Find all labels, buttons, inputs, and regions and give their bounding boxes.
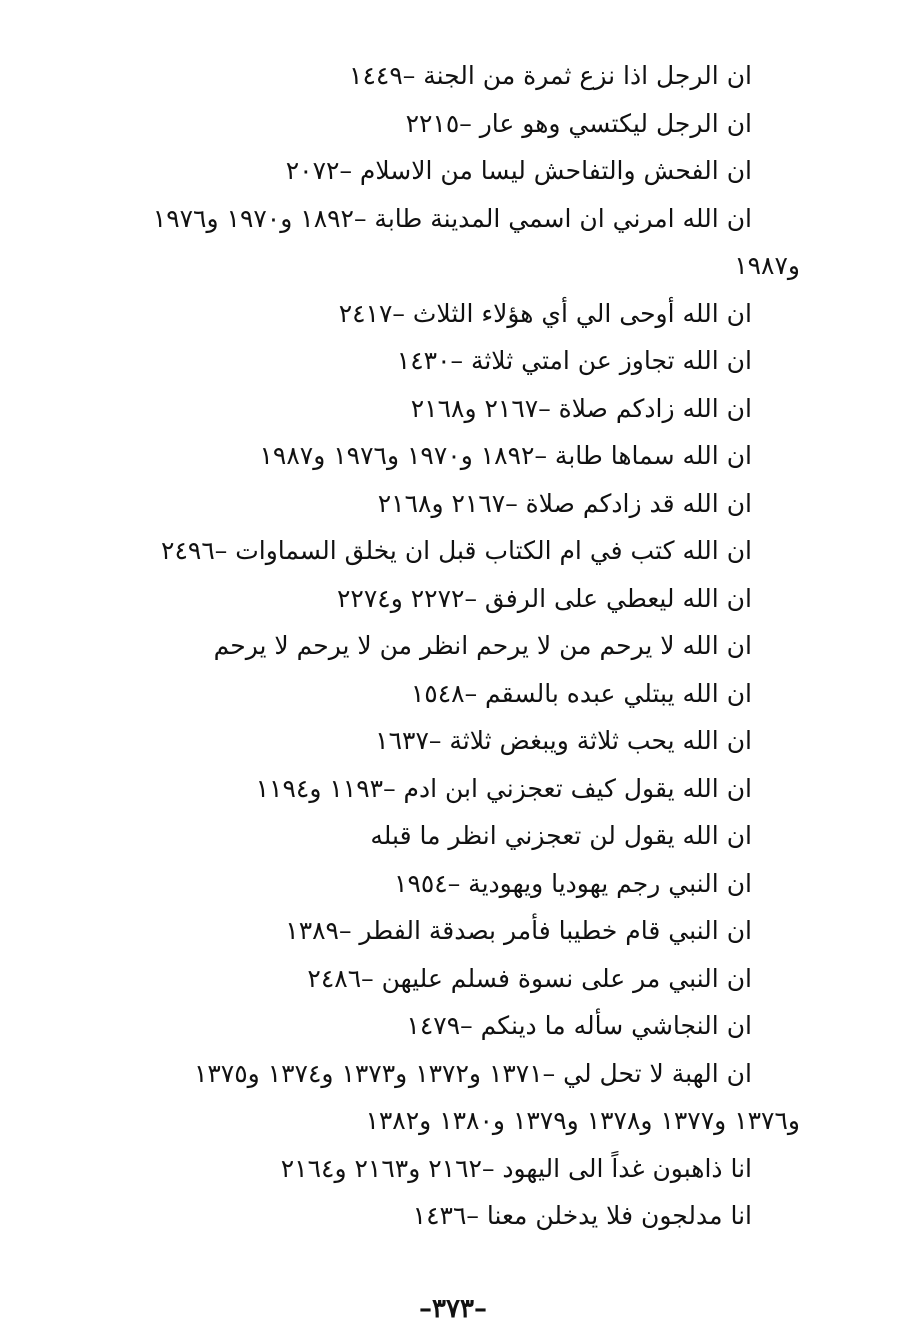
index-entry: ان النبي رجم يهوديا ويهودية –١٩٥٤ <box>394 868 752 898</box>
index-entry: ان الرجل اذا نزع ثمرة من الجنة –١٤٤٩ <box>349 61 752 90</box>
index-entry: ان الله سماها طابة –١٨٩٢ و١٩٧٠ و١٩٧٦ و١٩٨٧ <box>259 441 752 470</box>
index-entry: ان الله قد زادكم صلاة –٢١٦٧ و٢١٦٨ <box>377 488 752 518</box>
index-entry: ان الله تجاوز عن امتي ثلاثة –١٤٣٠ <box>396 346 752 375</box>
index-entry: ان الفحش والتفاحش ليسا من الاسلام –٢٠٧٢ <box>285 156 752 185</box>
index-entry: ان النبي مر على نسوة فسلم عليهن –٢٤٨٦ <box>307 963 752 993</box>
index-entry: ان الهبة لا تحل لي –١٣٧١ و١٣٧٢ و١٣٧٣ و١٣٧٤ و١٣٧٥ <box>193 1058 752 1088</box>
index-entry: انا ذاهبون غداً الى اليهود –٢١٦٢ و٢١٦٣ و٢١٦٤ <box>280 1153 752 1183</box>
index-entries <box>40 52 800 1252</box>
index-entry: ان الرجل ليكتسي وهو عار –٢٢١٥ <box>405 108 752 138</box>
index-entry: ان الله يقول كيف تعجزني ابن ادم –١١٩٣ و١١٩٤ <box>255 773 752 803</box>
index-entry-continuation: و١٣٧٦ و١٣٧٧ و١٣٧٨ و١٣٧٩ و١٣٨٠ و١٣٨٢ <box>365 1106 800 1135</box>
index-entry: ان الله زادكم صلاة –٢١٦٧ و٢١٦٨ <box>410 393 752 423</box>
page-number: –٣٧٣– <box>419 1294 487 1324</box>
index-entry: انا مدلجون فلا يدخلن معنا –١٤٣٦ <box>412 1201 752 1230</box>
index-entry: ان الله لا يرحم من لا يرحم انظر من لا يرحم لا يرحم <box>213 631 752 660</box>
index-entry-continuation: و١٩٨٧ <box>734 251 800 280</box>
index-entry: ان الله ليعطي على الرفق –٢٢٧٢ و٢٢٧٤ <box>336 583 752 613</box>
index-entry: ان الله كتب في ام الكتاب قبل ان يخلق السماوات –٢٤٩٦ <box>161 536 752 565</box>
index-entry: ان النجاشي سأله ما دينكم –١٤٧٩ <box>406 1011 752 1040</box>
index-entry: ان الله يبتلي عبده بالسقم –١٥٤٨ <box>410 678 752 708</box>
index-entry: ان النبي قام خطيبا فأمر بصدقة الفطر –١٣٨٩ <box>285 916 752 945</box>
index-entry: ان الله يحب ثلاثة ويبغض ثلاثة –١٦٣٧ <box>375 726 752 755</box>
index-entry: ان الله أوحى الي أي هؤلاء الثلاث –٢٤١٧ <box>338 298 752 328</box>
index-entry: ان الله امرني ان اسمي المدينة طابة –١٨٩٢ و١٩٧٠ و١٩٧٦ <box>152 203 752 233</box>
index-entry: ان الله يقول لن تعجزني انظر ما قبله <box>370 821 752 850</box>
